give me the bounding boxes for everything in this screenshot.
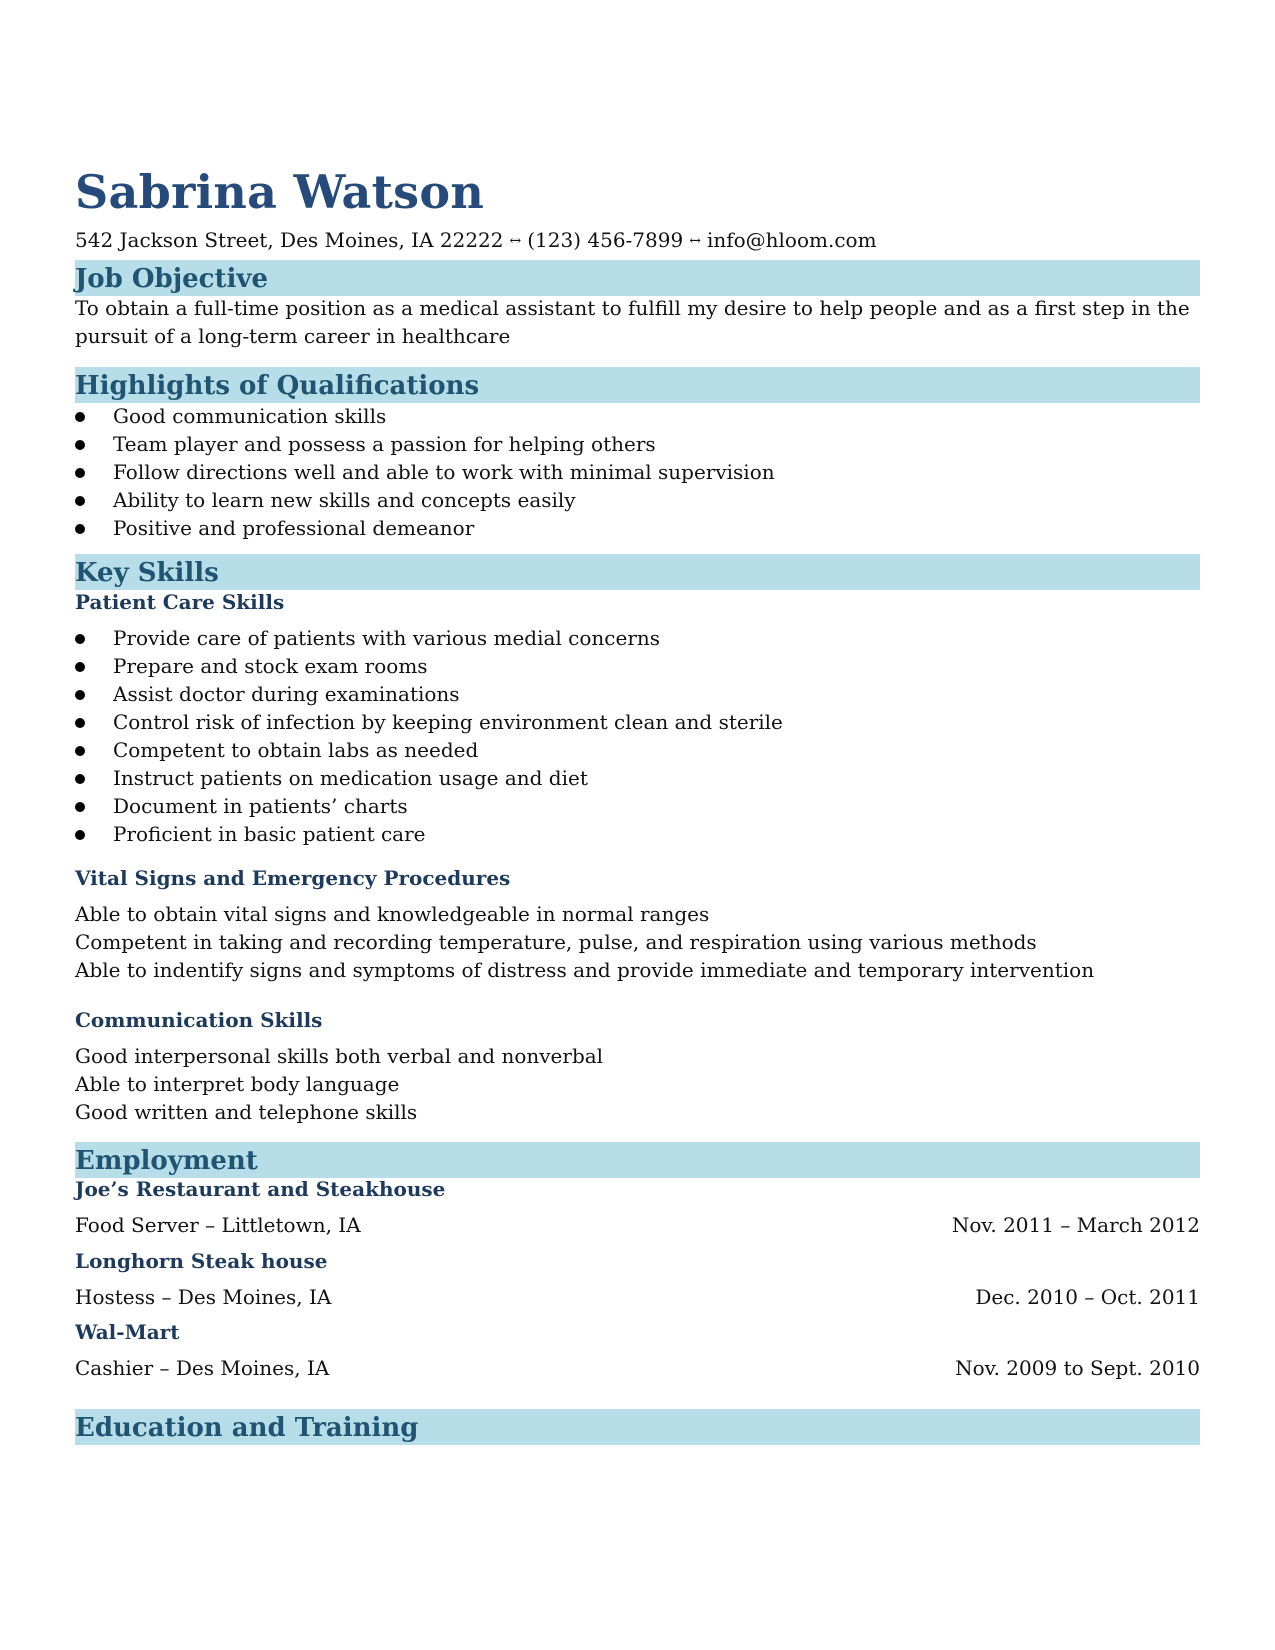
list-item: Good interpersonal skills both verbal and nonverbal [75, 1044, 604, 1068]
contact-separator-2: ↔ [689, 233, 701, 249]
section-title-highlights: Highlights of Qualifications [75, 371, 480, 401]
bullet-icon [75, 634, 85, 644]
subheading-vital-signs: Vital Signs and Emergency Procedures [75, 866, 511, 890]
list-item: Document in patients’ charts [75, 792, 1200, 820]
section-employment [75, 1142, 1200, 1178]
bullet-icon [75, 524, 85, 534]
section-highlights [75, 367, 1200, 403]
list-item: Competent to obtain labs as needed [75, 736, 1200, 764]
section-title-job-objective: Job Objective [75, 264, 269, 294]
bullet-icon [75, 802, 85, 812]
job-row [75, 1211, 1200, 1239]
bullet-icon [75, 746, 85, 756]
contact-separator-1: ↔ [509, 233, 522, 249]
contact-email: info@hloom.com [706, 228, 877, 252]
employer-name: Joe’s Restaurant and Steakhouse [75, 1177, 446, 1201]
job-dates: Nov. 2009 to Sept. 2010 [955, 1356, 1200, 1380]
highlights-list [75, 402, 1200, 542]
patient-care-list [75, 624, 1200, 848]
list-item: Able to indentify signs and symptoms of distress and provide immediate and temporary intervention [75, 958, 1095, 982]
bullet-icon [75, 440, 85, 450]
bullet-icon [75, 830, 85, 840]
objective-text: To obtain a full-time position as a medical assistant to fulfill my desire to help people and as a first step in the pursuit of a long-term career in healthcare [75, 296, 1190, 348]
section-title-employment: Employment [75, 1146, 258, 1176]
list-item: Good written and telephone skills [75, 1100, 418, 1124]
job-role: Cashier – Des Moines, IA [75, 1356, 330, 1380]
section-education [75, 1409, 1200, 1445]
list-item: Prepare and stock exam rooms [75, 652, 1200, 680]
list-item: Able to obtain vital signs and knowledgeable in normal ranges [75, 902, 710, 926]
bullet-icon [75, 774, 85, 784]
resume-page [75, 0, 1200, 1650]
vital-signs-list [75, 900, 1200, 984]
section-key-skills [75, 554, 1200, 590]
communication-list [75, 1042, 1200, 1126]
list-item: Positive and professional demeanor [75, 514, 1200, 542]
list-item: Follow directions well and able to work with minimal supervision [75, 458, 1200, 486]
bullet-icon [75, 412, 85, 422]
job-role: Food Server – Littletown, IA [75, 1213, 361, 1237]
bullet-icon [75, 468, 85, 478]
list-item: Competent in taking and recording temperature, pulse, and respiration using various methods [75, 930, 1037, 954]
bullet-icon [75, 496, 85, 506]
list-item: Assist doctor during examinations [75, 680, 1200, 708]
job-dates: Dec. 2010 – Oct. 2011 [975, 1285, 1200, 1309]
job-role: Hostess – Des Moines, IA [75, 1285, 332, 1309]
subheading-patient-care: Patient Care Skills [75, 590, 285, 614]
list-item: Team player and possess a passion for helping others [75, 430, 1200, 458]
list-item: Good communication skills [75, 402, 1200, 430]
contact-address: 542 Jackson Street, Des Moines, IA 22222 [75, 228, 504, 252]
list-item: Proficient in basic patient care [75, 820, 1200, 848]
bullet-icon [75, 718, 85, 728]
list-item: Control risk of infection by keeping environment clean and sterile [75, 708, 1200, 736]
section-title-education: Education and Training [75, 1413, 419, 1443]
section-title-key-skills: Key Skills [75, 558, 219, 588]
contact-line [75, 226, 877, 255]
job-row [75, 1354, 1200, 1382]
employer-name: Wal-Mart [75, 1320, 180, 1344]
list-item: Able to interpret body language [75, 1072, 400, 1096]
list-item: Ability to learn new skills and concepts easily [75, 486, 1200, 514]
job-dates: Nov. 2011 – March 2012 [951, 1213, 1200, 1237]
list-item: Instruct patients on medication usage and diet [75, 764, 1200, 792]
bullet-icon [75, 662, 85, 672]
job-row [75, 1283, 1200, 1311]
candidate-name: Sabrina Watson [75, 165, 485, 219]
section-job-objective [75, 260, 1200, 296]
list-item: Provide care of patients with various medial concerns [75, 624, 1200, 652]
contact-phone: (123) 456-7899 [527, 228, 684, 252]
employer-name: Longhorn Steak house [75, 1249, 328, 1273]
bullet-icon [75, 690, 85, 700]
subheading-communication: Communication Skills [75, 1008, 323, 1032]
